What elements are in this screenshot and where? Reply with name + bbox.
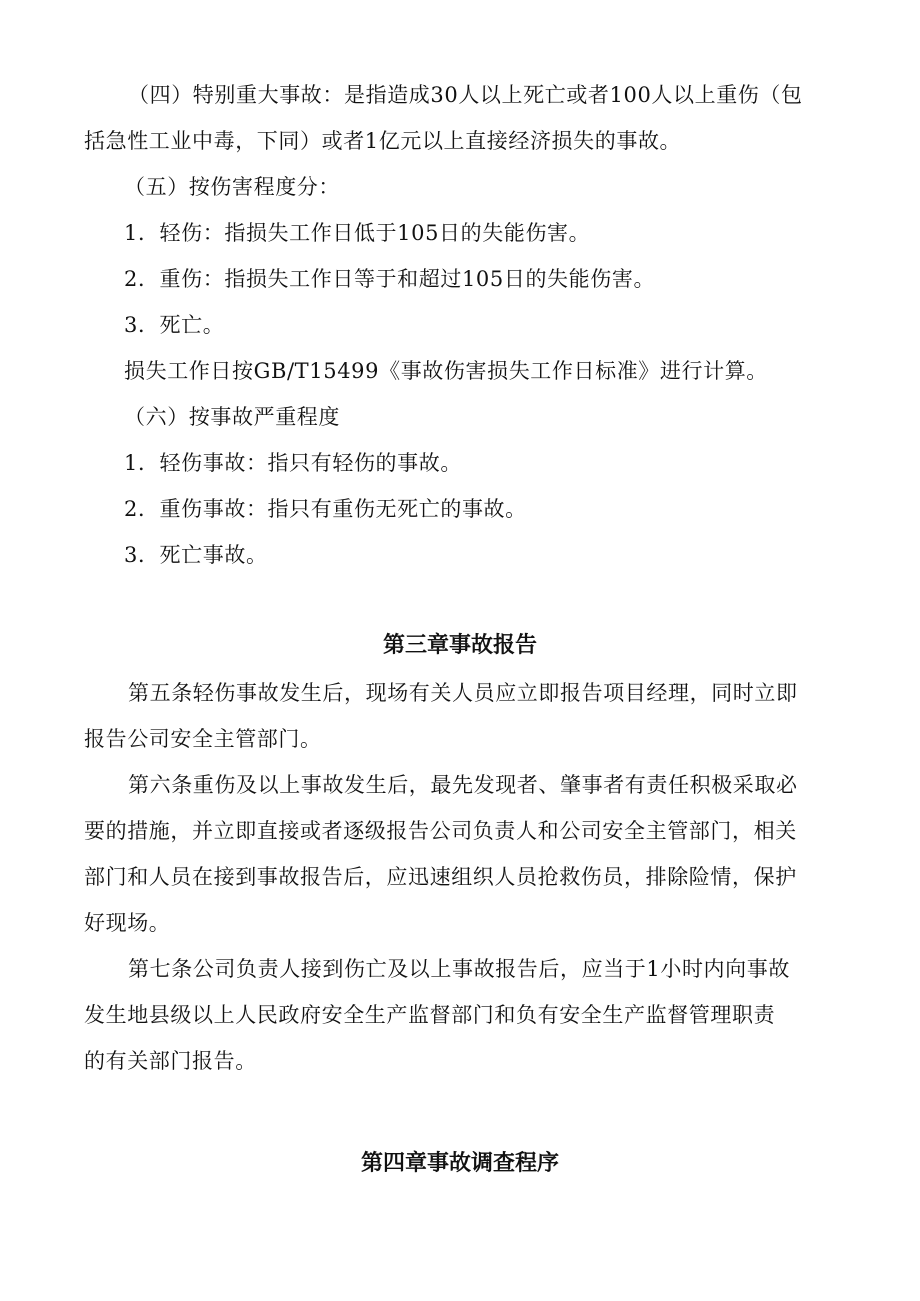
paragraph-line: 要的措施，并立即直接或者逐级报告公司负责人和公司安全主管部门，相关 (84, 819, 797, 843)
section-heading: （六）按事故严重程度 (124, 405, 340, 429)
list-item: 1．轻伤：指损失工作日低于105日的失能伤害。 (124, 221, 591, 245)
paragraph-line: 报告公司安全主管部门。 (84, 727, 322, 751)
paragraph-line: 好现场。 (84, 911, 171, 935)
chapter-title: 第四章事故调查程序 (360, 1151, 559, 1176)
paragraph-line: 的有关部门报告。 (84, 1049, 257, 1073)
list-item: 2．重伤事故：指只有重伤无死亡的事故。 (124, 497, 527, 521)
paragraph-line: 括急性工业中毒，下同）或者1亿元以上直接经济损失的事故。 (84, 129, 682, 153)
paragraph-line: 发生地县级以上人民政府安全生产监督部门和负有安全生产监督管理职责 (84, 1003, 776, 1027)
paragraph-line: 第七条公司负责人接到伤亡及以上事故报告后，应当于1小时内向事故 (128, 957, 790, 981)
paragraph-line: （四）特别重大事故：是指造成30人以上死亡或者100人以上重伤（包 (128, 83, 803, 107)
section-heading: （五）按伤害程度分： (124, 175, 340, 199)
list-item: 1．轻伤事故：指只有轻伤的事故。 (124, 451, 462, 475)
paragraph-line: 第五条轻伤事故发生后，现场有关人员应立即报告项目经理，同时立即 (128, 681, 798, 705)
paragraph-line: 第六条重伤及以上事故发生后，最先发现者、肇事者有责任积极采取必 (128, 773, 798, 797)
paragraph-line: 损失工作日按GB/T15499《事故伤害损失工作日标准》进行计算。 (124, 359, 768, 383)
paragraph-line: 部门和人员在接到事故报告后，应迅速组织人员抢救伤员，排除险情，保护 (84, 865, 797, 889)
list-item: 3．死亡事故。 (124, 543, 268, 567)
list-item: 2．重伤：指损失工作日等于和超过105日的失能伤害。 (124, 267, 656, 291)
list-item: 3．死亡。 (124, 313, 225, 337)
chapter-title: 第三章事故报告 (382, 633, 537, 658)
